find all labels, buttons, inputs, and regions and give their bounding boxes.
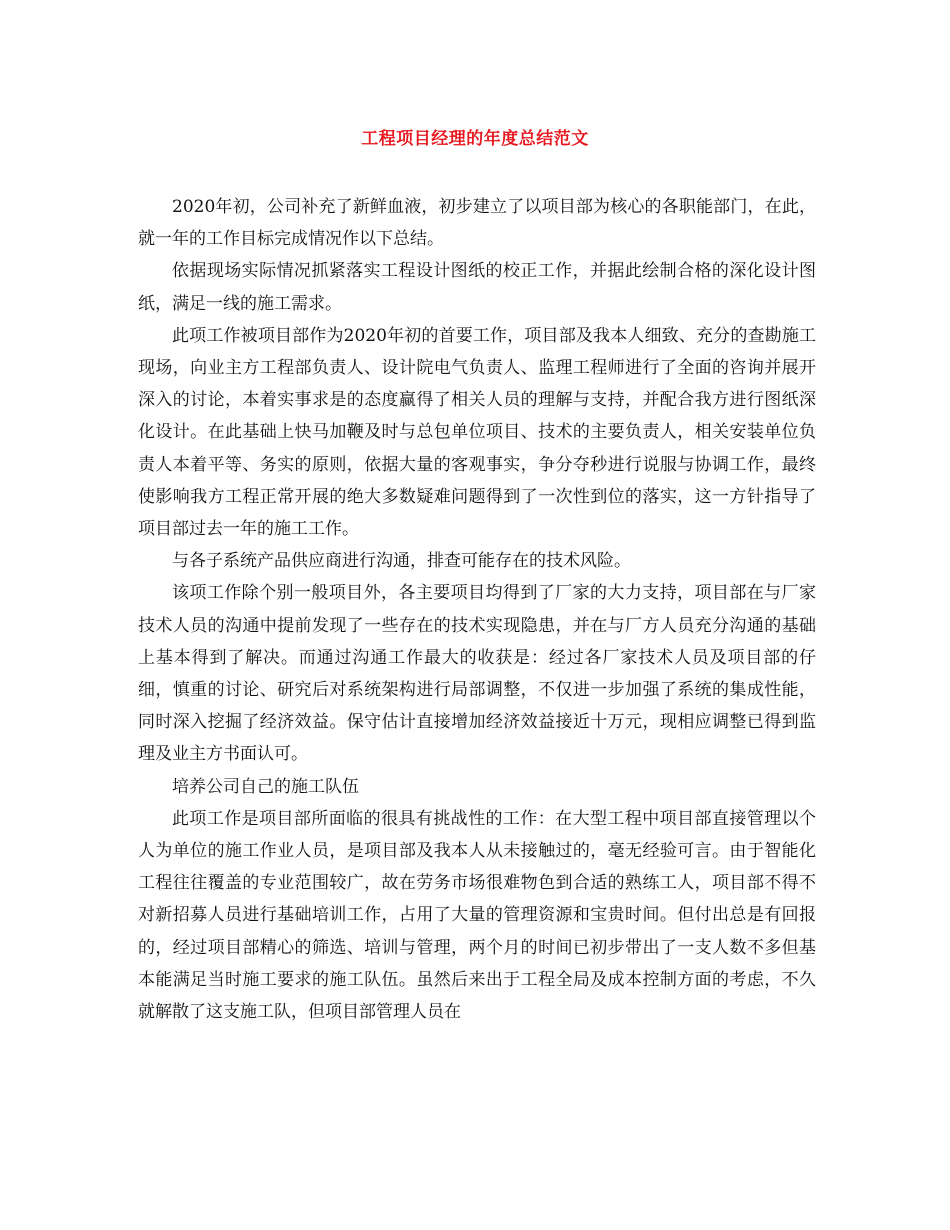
paragraph-2: 依据现场实际情况抓紧落实工程设计图纸的校正工作，并据此绘制合格的深化设计图纸，满足一线的施工需求。 bbox=[138, 261, 816, 314]
document-body bbox=[138, 191, 816, 1028]
paragraph-1: 2020年初，公司补充了新鲜血液，初步建立了以项目部为核心的各职能部门，在此，就一年的工作目标完成情况作以下总结。 bbox=[138, 197, 816, 250]
paragraph-6: 培养公司自己的施工队伍 bbox=[172, 776, 359, 797]
paragraph-3: 此项工作被项目部作为2020年初的首要工作，项目部及我本人细致、充分的查勘施工现场，向业主方工程部负责人、设计院电气负责人、监理工程师进行了全面的咨询并展开深入的讨论，本着实事求是的态度赢得了相关人员的理解与支持，并配合我方进行图纸深化设计。在此基础上快马加鞭及时与总包单位项目、技术的主要负责人，相关安装单位负责人本着平等、务实的原则，依据大量的客观事实，争分夺秒进行说服与协调工作，最终使影响我方工程正常开展的绝大多数疑难问题得到了一次性到位的落实，这一方针指导了项目部过去一年的施工工作。 bbox=[138, 325, 816, 540]
paragraph-4: 与各子系统产品供应商进行沟通，排查可能存在的技术风险。 bbox=[172, 551, 631, 572]
paragraph-5: 该项工作除个别一般项目外，各主要项目均得到了厂家的大力支持，项目部在与厂家技术人员的沟通中提前发现了一些存在的技术实现隐患，并在与厂方人员充分沟通的基础上基本得到了解决。而通过沟通工作最大的收获是：经过各厂家技术人员及项目部的仔细，慎重的讨论、研究后对系统架构进行局部调整，不仅进一步加强了系统的集成性能，同时深入挖掘了经济效益。保守估计直接增加经济效益接近十万元，现相应调整已得到监理及业主方书面认可。 bbox=[138, 583, 816, 765]
paragraph-7: 此项工作是项目部所面临的很具有挑战性的工作：在大型工程中项目部直接管理以个人为单位的施工作业人员，是项目部及我本人从未接触过的，毫无经验可言。由于智能化工程往往覆盖的专业范围较广，故在劳务市场很难物色到合适的熟练工人，项目部不得不对新招募人员进行基础培训工作，占用了大量的管理资源和宝贵时间。但付出总是有回报的，经过项目部精心的筛选、培训与管理，两个月的时间已初步带出了一支人数不多但基本能满足当时施工要求的施工队伍。虽然后来出于工程全局及成本控制方面的考虑，不久就解散了这支施工队，但项目部管理人员在 bbox=[138, 808, 816, 1023]
document-title: 工程项目经理的年度总结范文 bbox=[361, 129, 589, 149]
